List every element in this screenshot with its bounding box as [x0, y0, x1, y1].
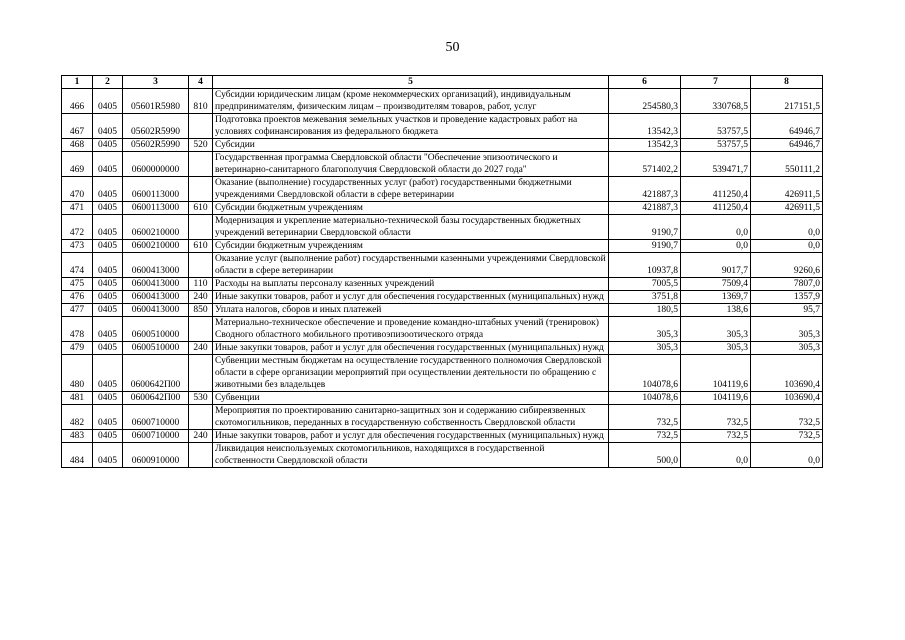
amount-col-6: 305,3 [609, 342, 681, 355]
target-code: 0600413000 [123, 304, 189, 317]
amount-col-7: 7509,4 [681, 278, 751, 291]
table-row [62, 291, 823, 304]
row-description: Оказание (выполнение) государственных услуг (работ) государственными бюджетными учреждениями Свердловской области в сфере ветеринарии [213, 177, 609, 202]
row-number: 478 [62, 317, 93, 342]
amount-col-6: 9190,7 [609, 240, 681, 253]
row-description: Подготовка проектов межевания земельных участков и проведение кадастровых работ на условиях софинансирования из федерального бюджета [213, 114, 609, 139]
table-row [62, 215, 823, 240]
target-code: 0600000000 [123, 152, 189, 177]
row-number: 468 [62, 139, 93, 152]
target-code: 05602R5990 [123, 114, 189, 139]
row-description: Уплата налогов, сборов и иных платежей [213, 304, 609, 317]
target-code: 0600113000 [123, 202, 189, 215]
row-number: 475 [62, 278, 93, 291]
row-description: Иные закупки товаров, работ и услуг для обеспечения государственных (муниципальных) нужд [213, 430, 609, 443]
target-code: 05601R5980 [123, 89, 189, 114]
table-row [62, 177, 823, 202]
column-header: 7 [681, 76, 751, 89]
row-number: 473 [62, 240, 93, 253]
amount-col-6: 7005,5 [609, 278, 681, 291]
row-number: 484 [62, 443, 93, 468]
section-code: 0405 [93, 139, 123, 152]
amount-col-8: 103690,4 [751, 392, 823, 405]
row-number: 469 [62, 152, 93, 177]
amount-col-7: 732,5 [681, 430, 751, 443]
amount-col-7: 0,0 [681, 443, 751, 468]
amount-col-7: 53757,5 [681, 139, 751, 152]
amount-col-8: 95,7 [751, 304, 823, 317]
row-number: 481 [62, 392, 93, 405]
row-description: Субсидии бюджетным учреждениям [213, 240, 609, 253]
expense-kind [189, 443, 213, 468]
row-description: Иные закупки товаров, работ и услуг для обеспечения государственных (муниципальных) нужд [213, 291, 609, 304]
row-number: 466 [62, 89, 93, 114]
row-description: Государственная программа Свердловской области "Обеспечение эпизоотического и ветеринарно-санитарного благополучия Свердловской области до 2027 года" [213, 152, 609, 177]
amount-col-8: 64946,7 [751, 114, 823, 139]
target-code: 0600910000 [123, 443, 189, 468]
row-number: 471 [62, 202, 93, 215]
amount-col-7: 104119,6 [681, 392, 751, 405]
target-code: 0600413000 [123, 278, 189, 291]
row-description: Субсидии юридическим лицам (кроме некоммерческих организаций), индивидуальным предпринимателям, физическим лицам – производителям товаров, работ, услуг [213, 89, 609, 114]
row-number: 482 [62, 405, 93, 430]
amount-col-6: 500,0 [609, 443, 681, 468]
row-description: Субсидии [213, 139, 609, 152]
amount-col-7: 1369,7 [681, 291, 751, 304]
section-code: 0405 [93, 342, 123, 355]
expense-kind: 520 [189, 139, 213, 152]
expense-kind [189, 215, 213, 240]
amount-col-6: 732,5 [609, 430, 681, 443]
row-number: 474 [62, 253, 93, 278]
row-number: 470 [62, 177, 93, 202]
amount-col-8: 7807,0 [751, 278, 823, 291]
amount-col-7: 104119,6 [681, 355, 751, 392]
amount-col-6: 305,3 [609, 317, 681, 342]
amount-col-6: 421887,3 [609, 202, 681, 215]
table-row [62, 240, 823, 253]
target-code: 0600642П00 [123, 392, 189, 405]
expense-kind: 610 [189, 240, 213, 253]
column-header: 8 [751, 76, 823, 89]
expense-kind: 810 [189, 89, 213, 114]
row-description: Материально-техническое обеспечение и проведение командно-штабных учений (тренировок) Сводного областного мобильного противоэпизоотического отряда [213, 317, 609, 342]
row-description: Мероприятия по проектированию санитарно-защитных зон и содержанию сибиреязвенных скотомогильников, переданных в государственную собственность Свердловской области [213, 405, 609, 430]
target-code: 0600710000 [123, 405, 189, 430]
column-header: 4 [189, 76, 213, 89]
table-row [62, 317, 823, 342]
row-description: Иные закупки товаров, работ и услуг для обеспечения государственных (муниципальных) нужд [213, 342, 609, 355]
section-code: 0405 [93, 355, 123, 392]
expense-kind [189, 177, 213, 202]
amount-col-6: 180,5 [609, 304, 681, 317]
target-code: 0600210000 [123, 215, 189, 240]
row-number: 476 [62, 291, 93, 304]
expense-kind [189, 405, 213, 430]
row-number: 479 [62, 342, 93, 355]
section-code: 0405 [93, 304, 123, 317]
table-row [62, 253, 823, 278]
row-description: Ликвидация неиспользуемых скотомогильников, находящихся в государственной собственности Свердловской области [213, 443, 609, 468]
section-code: 0405 [93, 240, 123, 253]
table-row [62, 278, 823, 291]
table-row [62, 152, 823, 177]
section-code: 0405 [93, 215, 123, 240]
amount-col-8: 0,0 [751, 215, 823, 240]
amount-col-8: 0,0 [751, 240, 823, 253]
row-description: Субвенции местным бюджетам на осуществление государственного полномочия Свердловской области в сфере организации мероприятий при осуществлении деятельности по обращению с животными без владельцев [213, 355, 609, 392]
table-row [62, 304, 823, 317]
row-description: Субвенции [213, 392, 609, 405]
amount-col-7: 0,0 [681, 215, 751, 240]
table-row [62, 139, 823, 152]
expense-kind: 610 [189, 202, 213, 215]
amount-col-7: 305,3 [681, 342, 751, 355]
table-row [62, 202, 823, 215]
amount-col-6: 13542,3 [609, 139, 681, 152]
row-description: Оказание услуг (выполнение работ) государственными казенными учреждениями Свердловской области в сфере ветеринарии [213, 253, 609, 278]
table-row [62, 89, 823, 114]
table-row [62, 430, 823, 443]
row-number: 467 [62, 114, 93, 139]
row-description: Модернизация и укрепление материально-технической базы государственных бюджетных учреждений ветеринарии Свердловской области [213, 215, 609, 240]
amount-col-6: 104078,6 [609, 392, 681, 405]
column-header: 1 [62, 76, 93, 89]
amount-col-6: 10937,8 [609, 253, 681, 278]
amount-col-7: 9017,7 [681, 253, 751, 278]
expense-kind [189, 114, 213, 139]
column-header: 5 [213, 76, 609, 89]
expense-kind: 240 [189, 430, 213, 443]
expense-kind: 240 [189, 342, 213, 355]
target-code: 0600210000 [123, 240, 189, 253]
amount-col-8: 217151,5 [751, 89, 823, 114]
expense-kind: 850 [189, 304, 213, 317]
amount-col-7: 411250,4 [681, 177, 751, 202]
amount-col-7: 53757,5 [681, 114, 751, 139]
row-number: 483 [62, 430, 93, 443]
amount-col-8: 732,5 [751, 405, 823, 430]
amount-col-6: 254580,3 [609, 89, 681, 114]
target-code: 0600642П00 [123, 355, 189, 392]
section-code: 0405 [93, 278, 123, 291]
amount-col-6: 421887,3 [609, 177, 681, 202]
section-code: 0405 [93, 253, 123, 278]
table-row [62, 443, 823, 468]
amount-col-8: 9260,6 [751, 253, 823, 278]
amount-col-7: 732,5 [681, 405, 751, 430]
expense-kind [189, 317, 213, 342]
target-code: 0600413000 [123, 291, 189, 304]
table-row [62, 392, 823, 405]
target-code: 0600710000 [123, 430, 189, 443]
section-code: 0405 [93, 114, 123, 139]
target-code: 0600510000 [123, 342, 189, 355]
expense-kind [189, 152, 213, 177]
amount-col-7: 539471,7 [681, 152, 751, 177]
amount-col-8: 305,3 [751, 342, 823, 355]
table-body [62, 89, 823, 468]
amount-col-6: 732,5 [609, 405, 681, 430]
amount-col-8: 426911,5 [751, 177, 823, 202]
expense-kind [189, 253, 213, 278]
section-code: 0405 [93, 152, 123, 177]
row-number: 477 [62, 304, 93, 317]
column-header: 3 [123, 76, 189, 89]
amount-col-8: 426911,5 [751, 202, 823, 215]
expense-kind: 110 [189, 278, 213, 291]
section-code: 0405 [93, 443, 123, 468]
row-number: 480 [62, 355, 93, 392]
target-code: 0600113000 [123, 177, 189, 202]
column-header: 2 [93, 76, 123, 89]
row-description: Расходы на выплаты персоналу казенных учреждений [213, 278, 609, 291]
amount-col-8: 103690,4 [751, 355, 823, 392]
section-code: 0405 [93, 405, 123, 430]
amount-col-8: 64946,7 [751, 139, 823, 152]
table-row [62, 405, 823, 430]
section-code: 0405 [93, 177, 123, 202]
amount-col-8: 305,3 [751, 317, 823, 342]
amount-col-6: 104078,6 [609, 355, 681, 392]
section-code: 0405 [93, 430, 123, 443]
amount-col-8: 550111,2 [751, 152, 823, 177]
expense-kind [189, 355, 213, 392]
row-number: 472 [62, 215, 93, 240]
amount-col-8: 732,5 [751, 430, 823, 443]
budget-table [61, 75, 823, 468]
amount-col-6: 9190,7 [609, 215, 681, 240]
section-code: 0405 [93, 89, 123, 114]
column-header: 6 [609, 76, 681, 89]
section-code: 0405 [93, 202, 123, 215]
target-code: 05602R5990 [123, 139, 189, 152]
table-row [62, 114, 823, 139]
table-header-row [62, 76, 823, 89]
expense-kind: 240 [189, 291, 213, 304]
amount-col-7: 0,0 [681, 240, 751, 253]
section-code: 0405 [93, 392, 123, 405]
table-row [62, 342, 823, 355]
amount-col-6: 13542,3 [609, 114, 681, 139]
amount-col-7: 138,6 [681, 304, 751, 317]
section-code: 0405 [93, 291, 123, 304]
amount-col-8: 1357,9 [751, 291, 823, 304]
page-number: 50 [445, 40, 460, 55]
amount-col-7: 305,3 [681, 317, 751, 342]
target-code: 0600510000 [123, 317, 189, 342]
amount-col-6: 3751,8 [609, 291, 681, 304]
amount-col-6: 571402,2 [609, 152, 681, 177]
target-code: 0600413000 [123, 253, 189, 278]
section-code: 0405 [93, 317, 123, 342]
row-description: Субсидии бюджетным учреждениям [213, 202, 609, 215]
expense-kind: 530 [189, 392, 213, 405]
amount-col-7: 330768,5 [681, 89, 751, 114]
amount-col-8: 0,0 [751, 443, 823, 468]
amount-col-7: 411250,4 [681, 202, 751, 215]
table-row [62, 355, 823, 392]
